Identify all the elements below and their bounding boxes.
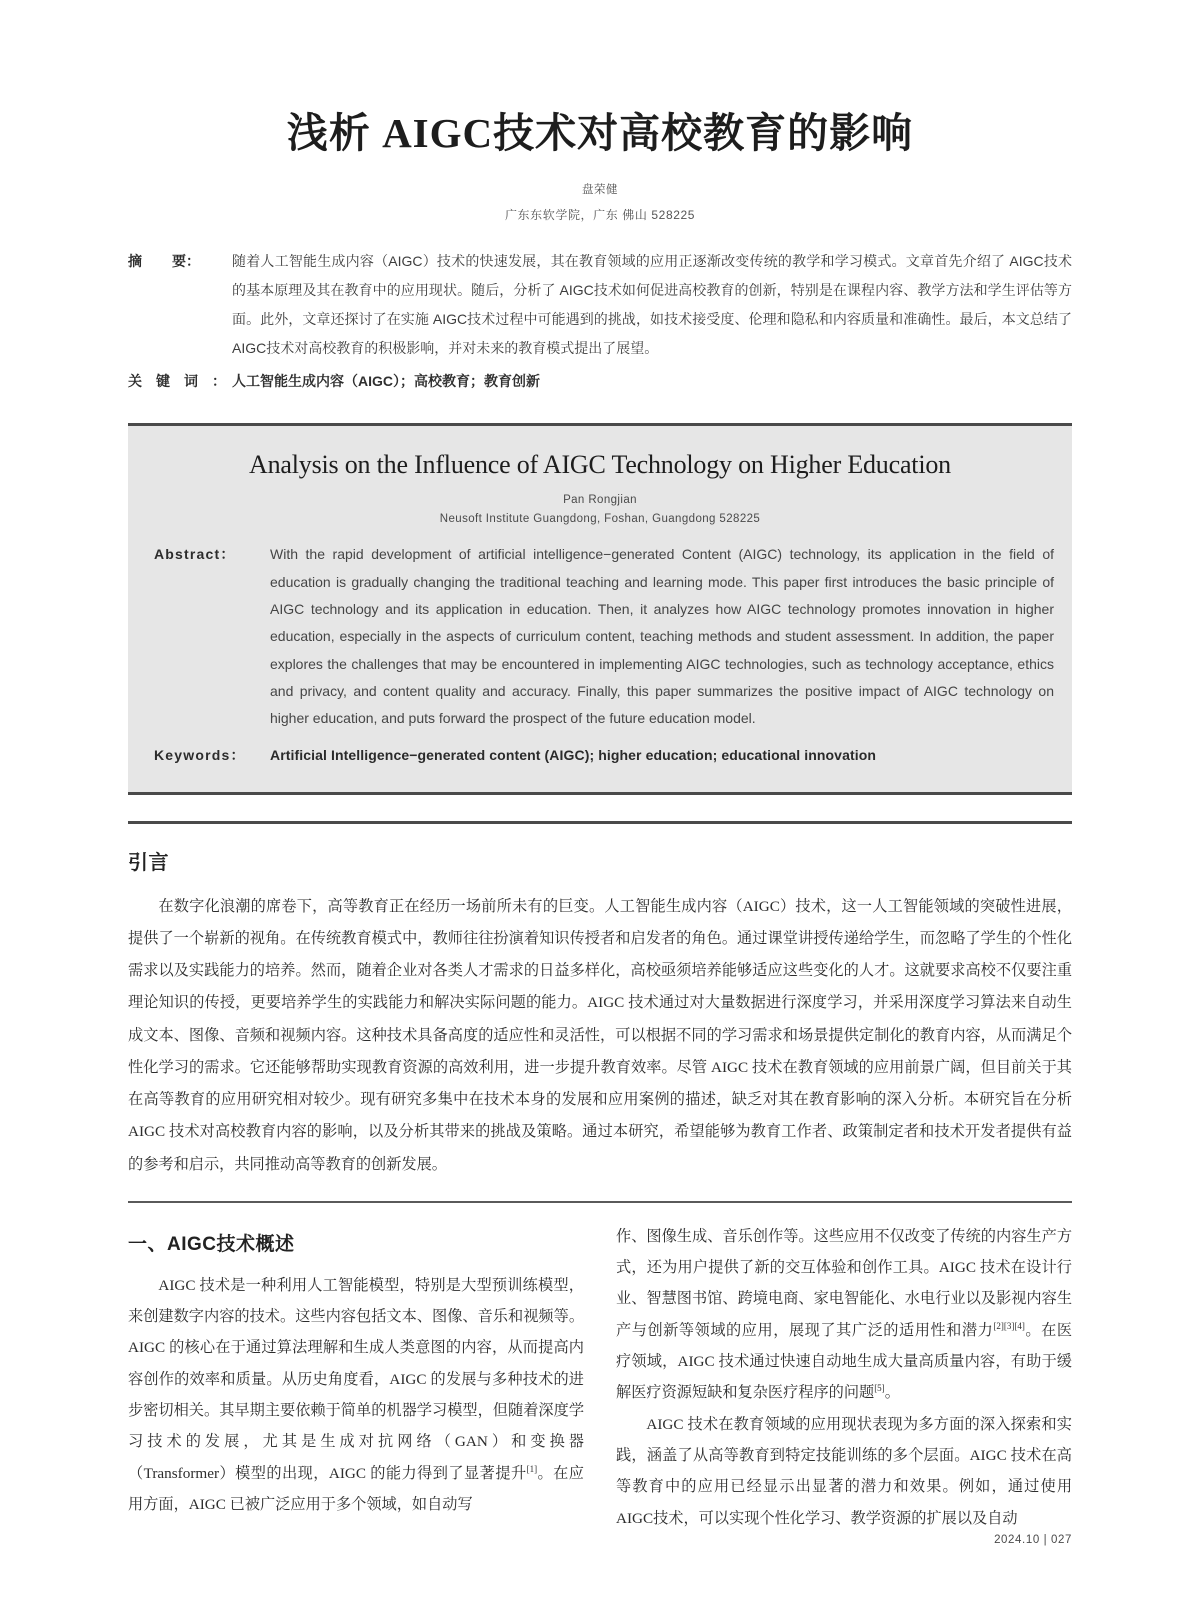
affiliation-cn: 广东东软学院，广东 佛山 528225 [504, 208, 696, 223]
column-left [128, 1221, 584, 1534]
section1-right-text-cont: 。在医疗领域，AIGC 技术通过快速自动地生成大量高质量内容，有助于缓解医疗资源短缺和复杂医疗程序的问题 [616, 1321, 1073, 1402]
abstract-cn-text: 随着人工智能生成内容（AIGC）技术的快速发展，其在教育领域的应用正逐渐改变传统的教学和学习模式。文章首先介绍了 AIGC技术的基本原理及其在教育中的应用现状。随后，分析了 AIGC技术如何促进高校教育的创新，特别是在课程内容、教学方法和学生评估等方面。此外，文章还探讨了在实施 AIGC技术过程中可能遇到的挑战，如技术接受度、伦理和隐私和内容质量和准确性。最后，本文总结了 AIGC技术对高校教育的积极影响，并对未来的教育模式提出了展望。 [232, 253, 1072, 356]
author-cn: 盘荣健 [582, 184, 618, 197]
intro-paragraph: 在数字化浪潮的席卷下，高等教育正在经历一场前所未有的巨变。人工智能生成内容（AIGC）技术，这一人工智能领域的突破性进展，提供了一个崭新的视角。在传统教育模式中，教师往往扮演着知识传授者和启发者的角色。通过课堂讲授传递给学生，而忽略了学生的个性化需求以及实践能力的培养。然而，随着企业对各类人才需求的日益多样化，高校亟须培养能够适应这些变化的人才。这就要求高校不仅要注重理论知识的传授，更要培养学生的实践能力和解决实际问题的能力。AIGC 技术通过对大量数据进行深度学习，并采用深度学习算法来自动生成文本、图像、音频和视频内容。这种技术具备高度的适应性和灵活性，可以根据不同的学习需求和场景提供定制化的教育内容，从而满足个性化学习的需求。它还能够帮助实现教育资源的高效利用，进一步提升教育效率。尽管 AIGC 技术在教育领域的应用前景广阔，但目前关于其在高等教育的应用研究相对较少。现有研究多集中在技术本身的发展和应用案例的描述，缺乏对其在教育影响的深入分析。本研究旨在分析 AIGC 技术对高校教育内容的影响，以及分析其带来的挑战及策略。通过本研究，希望能够为教育工作者、政策制定者和技术开发者提供有益的参考和启示，共同推动高等教育的创新发展。 [128, 897, 1072, 1173]
keywords-en-text: Artificial Intelligence−generated content (AIGC); higher education; educational innovation [270, 747, 877, 764]
citation-ref-234: [2][3][4] [993, 1320, 1025, 1331]
section-divider-1 [128, 1201, 1072, 1203]
keywords-cn-row [128, 367, 1072, 396]
abstract-en-row [146, 541, 1054, 732]
abstract-cn-colon: ： [186, 253, 200, 270]
section-divider-intro [128, 821, 1072, 824]
section1-left-paragraph [128, 1270, 584, 1521]
keywords-cn-text: 人工智能生成内容（AIGC）；高校教育；教育创新 [232, 372, 540, 389]
citation-ref-1: [1] [526, 1463, 538, 1474]
page-footer: 2024.10 | 027 [994, 1534, 1072, 1546]
keywords-en-row [146, 742, 1054, 769]
abstract-cn-label-char2: 要 [172, 253, 186, 270]
section1-columns [128, 1221, 1072, 1534]
affiliation-en: Neusoft Institute Guangdong, Foshan, Guangdong 528225 [439, 513, 761, 526]
abstract-cn-label-char1: 摘 [128, 253, 142, 270]
abstract-cn-row [128, 247, 1072, 362]
keywords-cn-label: 关 键 词 ： [128, 372, 226, 389]
keywords-en-label: Keywords： [154, 747, 246, 764]
section1-left-text: AIGC 技术是一种利用人工智能模型，特别是大型预训练模型，来创建数字内容的技术。这些内容包括文本、图像、音乐和视频等。AIGC 的核心在于通过算法理解和生成人类意图的内容，从而提高内容创作的效率和质量。从历史角度看，AIGC 的发展与多种技术的进步密切相关。其早期主要依赖于简单的机器学习模型，但随着深度学习技术的发展，尤其是生成对抗网络（GAN）和变换器（Transformer）模型的出现，AIGC 的能力得到了显著提升 [128, 1276, 584, 1482]
column-right [616, 1221, 1072, 1534]
abstract-en-text: With the rapid development of artificial intelligence−generated Content (AIGC) technology, its application in the field of education is gradually changing the traditional teaching and learning mode. This paper first introduces the basic principle of AIGC technology and its application in education. Then, it analyzes how AIGC technology promotes innovation in higher education, especially in the aspects of curriculum content, teaching methods and student assessment. In addition, the paper explores the challenges that may be encountered in implementing AIGC technologies, such as technology acceptance, ethics and privacy, and content quality and accuracy. Finally, this paper summarizes the positive impact of AIGC technology on higher education, and puts forward the prospect of the future education model. [270, 546, 1054, 727]
abstract-cn-block [128, 247, 1072, 395]
section1-right-text: 作、图像生成、音乐创作等。这些应用不仅改变了传统的内容生产方式，还为用户提供了新的交互体验和创作工具。AIGC 技术在设计行业、智慧图书馆、跨境电商、家电智能化、水电行业以及影视内容生产与创新等领域的应用，展现了其广泛的适用性和潜力 [616, 1227, 1072, 1339]
author-en: Pan Rongjian [563, 494, 637, 507]
page-title-en: Analysis on the Influence of AIGC Technology on Higher Education [249, 450, 951, 480]
section1-heading: 一、AIGC技术概述 [128, 1233, 295, 1255]
page-title-cn: 浅析 AIGC技术对高校教育的影响 [286, 110, 914, 156]
english-abstract-box [128, 423, 1072, 794]
section1-right-paragraph-2: AIGC 技术在教育领域的应用现状表现为多方面的深入探索和实践，涵盖了从高等教育到特定技能训练的多个层面。AIGC 技术在高等教育中的应用已经显示出显著的潜力和效果。例如，通过使用 AIGC技术，可以实现个性化学习、教学资源的扩展以及自动 [616, 1415, 1072, 1527]
citation-ref-5: [5] [874, 1383, 885, 1394]
abstract-cn-label [128, 247, 232, 276]
intro-heading: 引言 [128, 851, 169, 874]
section1-left-text-cont: 。在应用方面，AIGC 已被广泛应用于多个领域，如自动写 [128, 1464, 584, 1513]
abstract-en-label: Abstract： [154, 546, 236, 563]
section1-right-paragraph-1 [616, 1221, 1072, 1409]
section1-right-text-end: 。 [884, 1384, 900, 1402]
